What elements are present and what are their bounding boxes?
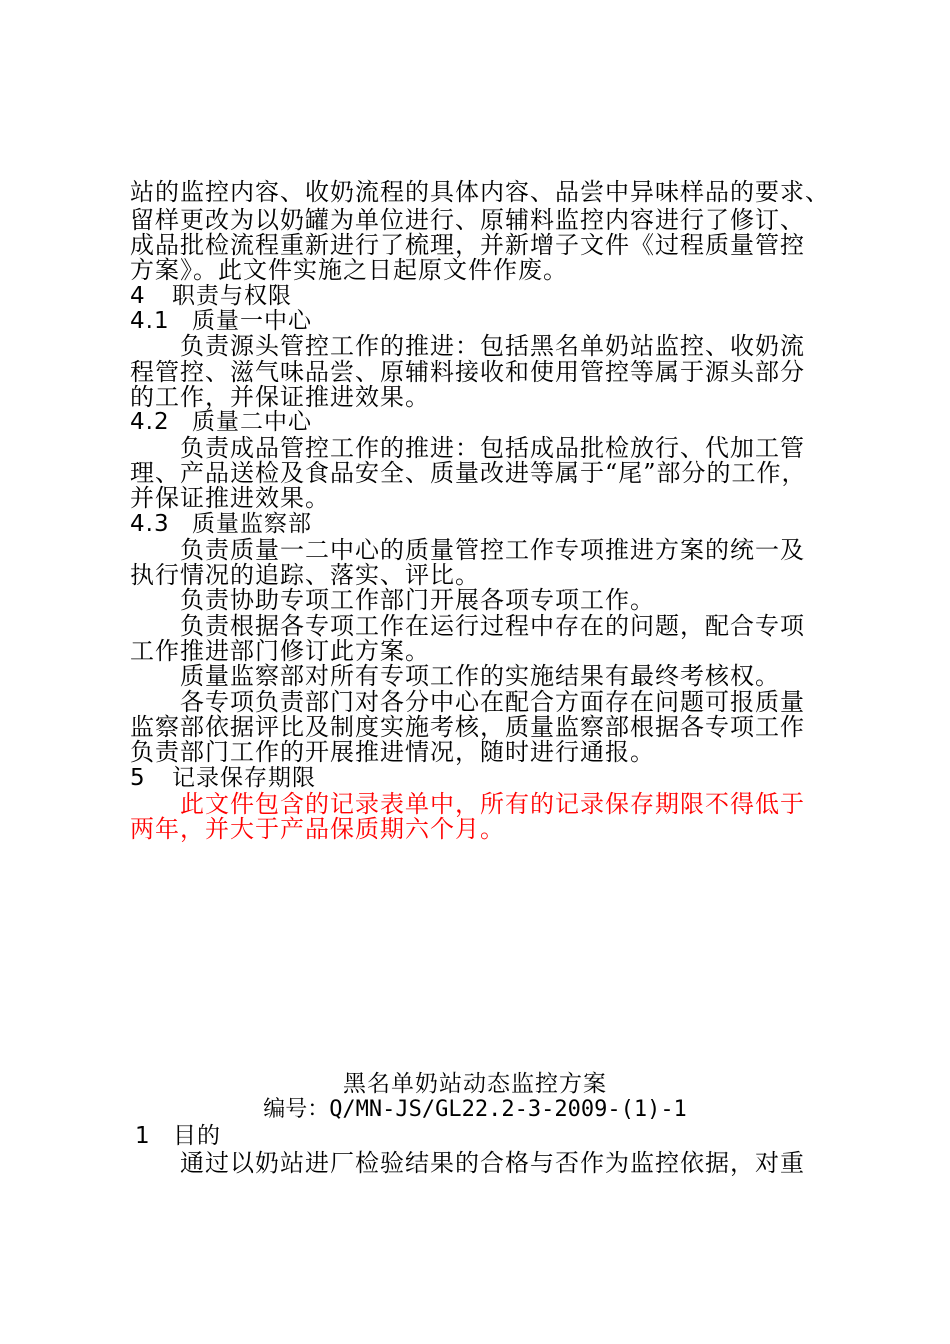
paragraph-line: 程管控、滋气味品尝、原辅料接收和使用管控等属于源头部分 xyxy=(130,358,805,386)
paragraph-line: 负责部门工作的开展推进情况，随时进行通报。 xyxy=(130,738,655,766)
paragraph-line: 各专项负责部门对各分中心在配合方面存在问题可报质量 xyxy=(180,688,805,716)
subsection-heading xyxy=(130,510,312,538)
paragraph-line: 并保证推进效果。 xyxy=(130,484,330,512)
document-code: 编号：Q/MN-JS/GL22.2-3-2009-(1)-1 xyxy=(263,1097,687,1122)
paragraph-line: 站的监控内容、收奶流程的具体内容、品尝中异味样品的要求、 xyxy=(130,178,830,206)
subsection-number: 4.3 xyxy=(130,511,170,537)
paragraph-line: 通过以奶站进厂检验结果的合格与否作为监控依据，对重 xyxy=(180,1149,805,1177)
section-heading xyxy=(130,764,316,792)
paragraph-line: 负责质量一二中心的质量管控工作专项推进方案的统一及 xyxy=(180,536,805,564)
subsection-number: 4.1 xyxy=(130,308,170,334)
section-title: 目的 xyxy=(173,1123,221,1149)
paragraph-line: 负责根据各专项工作在运行过程中存在的问题，配合专项 xyxy=(180,612,805,640)
paragraph-line: 负责成品管控工作的推进：包括成品批检放行、代加工管 xyxy=(180,434,805,462)
section-title: 记录保存期限 xyxy=(172,765,316,791)
section-number: 5 xyxy=(130,765,146,791)
section-heading xyxy=(130,282,292,310)
subsection-heading xyxy=(130,408,312,436)
highlighted-paragraph-line: 两年，并大于产品保质期六个月。 xyxy=(130,815,505,843)
paragraph-line: 的工作，并保证推进效果。 xyxy=(130,383,430,411)
paragraph-line: 理、产品送检及食品安全、质量改进等属于“尾”部分的工作， xyxy=(130,459,807,487)
subsection-title: 质量二中心 xyxy=(192,409,312,435)
paragraph-line: 负责源头管控工作的推进：包括黑名单奶站监控、收奶流 xyxy=(180,332,805,360)
paragraph-line: 成品批检流程重新进行了梳理，并新增子文件《过程质量管控 xyxy=(130,231,805,259)
paragraph-line: 留样更改为以奶罐为单位进行、原辅料监控内容进行了修订、 xyxy=(130,206,805,234)
paragraph-line: 工作推进部门修订此方案。 xyxy=(130,637,430,665)
paragraph-line: 监察部依据评比及制度实施考核，质量监察部根据各专项工作 xyxy=(130,713,805,741)
paragraph-line: 负责协助专项工作部门开展各项专项工作。 xyxy=(180,586,655,614)
subsection-heading xyxy=(130,307,312,335)
paragraph-line: 执行情况的追踪、落实、评比。 xyxy=(130,561,480,589)
section-title: 职责与权限 xyxy=(172,283,292,309)
subsection-title: 质量监察部 xyxy=(192,511,312,537)
section-number: 4 xyxy=(130,283,146,309)
subsection-title: 质量一中心 xyxy=(192,308,312,334)
subsection-number: 4.2 xyxy=(130,409,170,435)
highlighted-paragraph-line: 此文件包含的记录表单中，所有的记录保存期限不得低于 xyxy=(180,790,805,818)
section-heading xyxy=(135,1122,221,1150)
document-title: 黑名单奶站动态监控方案 xyxy=(343,1071,607,1097)
paragraph-line: 质量监察部对所有专项工作的实施结果有最终考核权。 xyxy=(180,662,780,690)
section-number: 1 xyxy=(135,1123,151,1149)
paragraph-line: 方案》。此文件实施之日起原文件作废。 xyxy=(130,256,568,284)
